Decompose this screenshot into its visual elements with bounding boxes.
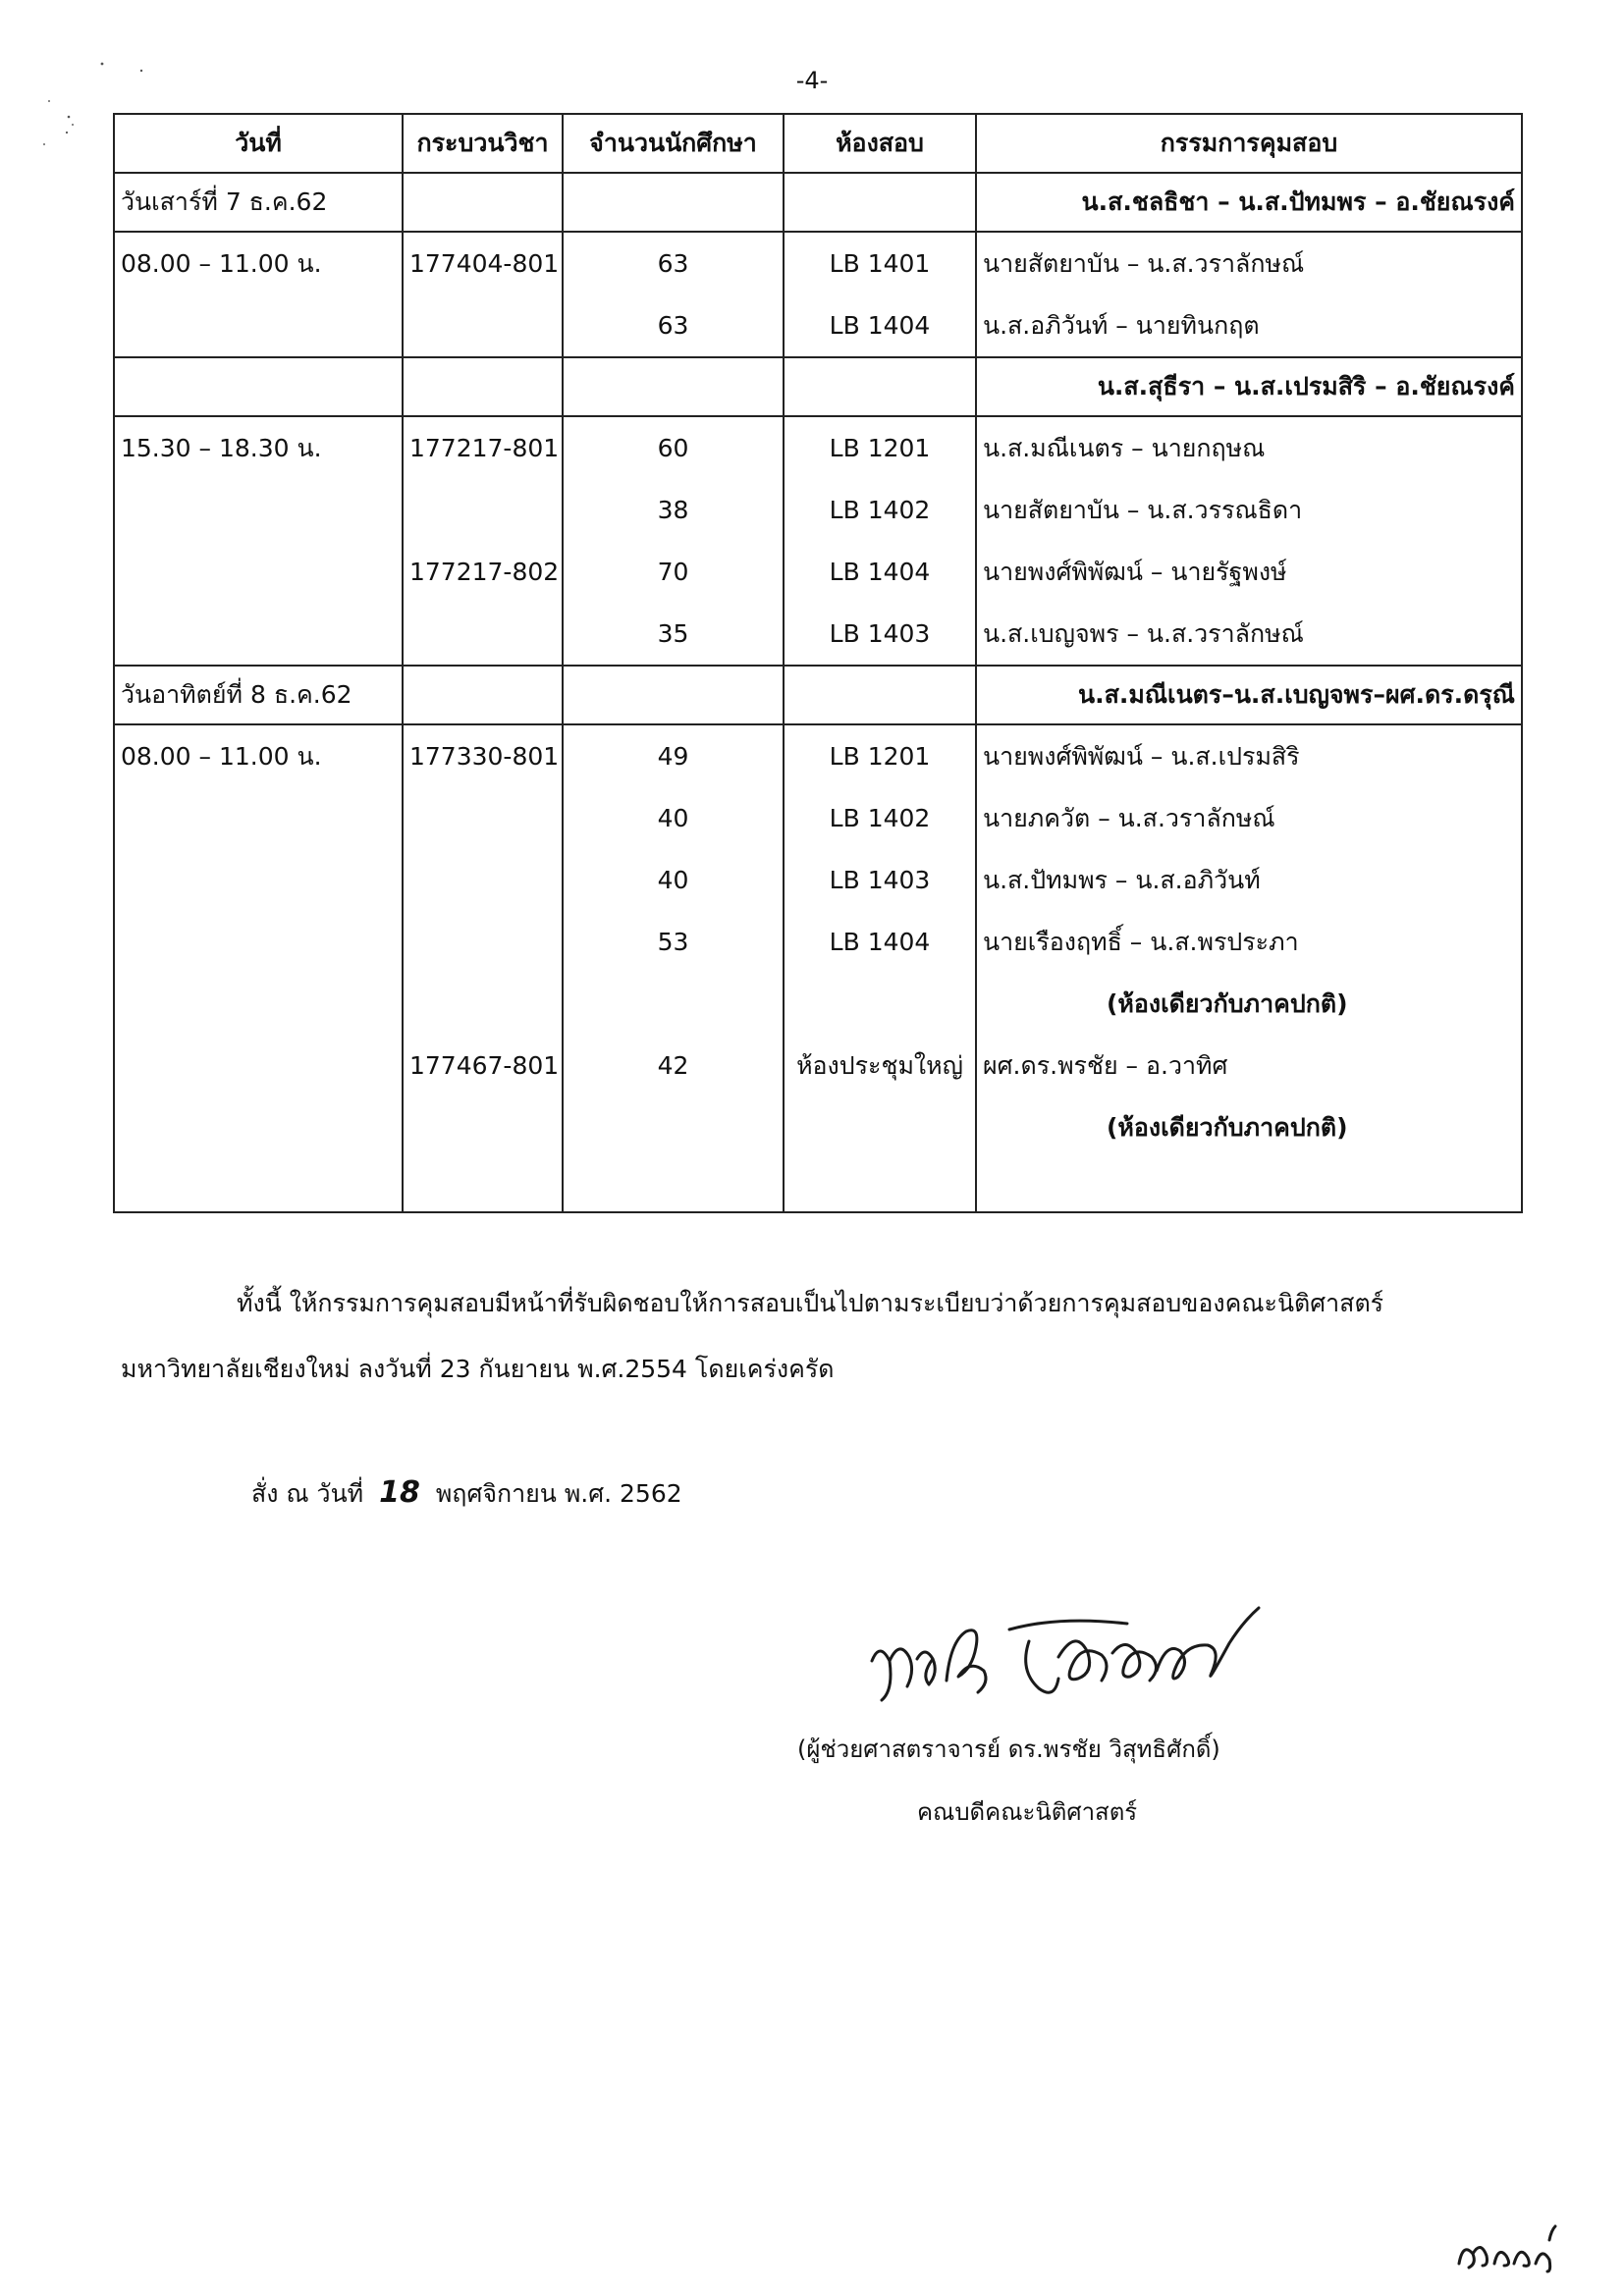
session-time: 08.00 – 11.00 น. — [114, 724, 403, 787]
session-time: 08.00 – 11.00 น. — [114, 232, 403, 294]
table-row — [114, 724, 1522, 787]
day-date: วันอาทิตย์ที่ 8 ธ.ค.62 — [114, 666, 403, 724]
day-header-row — [114, 666, 1522, 724]
course-code — [403, 479, 563, 541]
session-proctors: น.ส.สุธีรา – น.ส.เปรมสิริ – อ.ชัยณรงค์ — [976, 357, 1522, 416]
proctor-pair: นายสัตยาบัน – น.ส.วรรณธิดา — [976, 479, 1522, 541]
header-course: กระบวนวิชา — [403, 114, 563, 173]
header-date: วันที่ — [114, 114, 403, 173]
session-header-row — [114, 357, 1522, 416]
student-count: 70 — [563, 541, 784, 603]
proctor-pair: นายเรืองฤทธิ์ – น.ส.พรประภา — [976, 911, 1522, 973]
student-count: 60 — [563, 416, 784, 479]
room-note: (ห้องเดียวกับภาคปกติ) — [976, 973, 1522, 1035]
student-count: 40 — [563, 787, 784, 849]
course-code: 177217-802 — [403, 541, 563, 603]
table-row — [114, 1158, 1522, 1212]
exam-schedule-table — [113, 113, 1523, 1213]
course-code — [403, 787, 563, 849]
course-code: 177217-801 — [403, 416, 563, 479]
course-code — [403, 849, 563, 911]
order-date — [251, 1474, 682, 1514]
table-header-row — [114, 114, 1522, 173]
course-code: 177330-801 — [403, 724, 563, 787]
paragraph-line-2: มหาวิทยาลัยเชียงใหม่ ลงวันที่ 23 กันยายน พ.ศ.2554 โดยเคร่งครัด — [121, 1355, 835, 1383]
table-row — [114, 232, 1522, 294]
course-code: 177467-801 — [403, 1035, 563, 1096]
page-number: -4- — [795, 67, 829, 94]
signatory-name: (ผู้ช่วยศาสตราจารย์ ดร.พรชัย วิสุทธิศักดิ์) — [797, 1735, 1220, 1763]
session-time: 15.30 – 18.30 น. — [114, 416, 403, 479]
proctor-pair: น.ส.ปัทมพร – น.ส.อภิวันท์ — [976, 849, 1522, 911]
order-prefix: สั่ง ณ วันที่ — [251, 1479, 364, 1508]
day-header-row — [114, 173, 1522, 232]
proctor-pair: นายพงศ์พิพัฒน์ – น.ส.เปรมสิริ — [976, 724, 1522, 787]
course-code — [403, 294, 563, 357]
exam-room: LB 1404 — [784, 294, 976, 357]
exam-room: LB 1404 — [784, 911, 976, 973]
course-code: 177404-801 — [403, 232, 563, 294]
exam-room: LB 1404 — [784, 541, 976, 603]
day-date: วันเสาร์ที่ 7 ธ.ค.62 — [114, 173, 403, 232]
table-row — [114, 787, 1522, 849]
table-row — [114, 911, 1522, 973]
header-proctors: กรรมการคุมสอบ — [976, 114, 1522, 173]
exam-room: LB 1402 — [784, 787, 976, 849]
student-count: 35 — [563, 603, 784, 666]
table-row — [114, 416, 1522, 479]
exam-room: LB 1401 — [784, 232, 976, 294]
course-code — [403, 911, 563, 973]
table-row — [114, 603, 1522, 666]
table-row — [114, 294, 1522, 357]
student-count: 63 — [563, 232, 784, 294]
proctor-pair: นายภควัต – น.ส.วราลักษณ์ — [976, 787, 1522, 849]
header-room: ห้องสอบ — [784, 114, 976, 173]
proctor-pair: นายพงศ์พิพัฒน์ – นายรัฐพงษ์ — [976, 541, 1522, 603]
handwritten-signature — [862, 1602, 1294, 1710]
header-students: จำนวนนักศึกษา — [563, 114, 784, 173]
exam-room: ห้องประชุมใหญ่ — [784, 1035, 976, 1096]
student-count: 38 — [563, 479, 784, 541]
student-count: 63 — [563, 294, 784, 357]
student-count: 49 — [563, 724, 784, 787]
order-suffix: พฤศจิกายน พ.ศ. 2562 — [435, 1479, 682, 1508]
signatory-title: คณบดีคณะนิติศาสตร์ — [917, 1798, 1138, 1826]
proctor-pair: ผศ.ดร.พรชัย – อ.วาทิศ — [976, 1035, 1522, 1096]
session-proctors: น.ส.มณีเนตร–น.ส.เบญจพร–ผศ.ดร.ดรุณี — [976, 666, 1522, 724]
table-row — [114, 1096, 1522, 1158]
exam-room: LB 1201 — [784, 416, 976, 479]
student-count: 42 — [563, 1035, 784, 1096]
table-row — [114, 849, 1522, 911]
proctor-pair: น.ส.อภิวันท์ – นายทินกฤต — [976, 294, 1522, 357]
course-code — [403, 603, 563, 666]
table-row — [114, 541, 1522, 603]
table-row — [114, 479, 1522, 541]
handwritten-initials — [1453, 2220, 1561, 2275]
exam-room: LB 1201 — [784, 724, 976, 787]
exam-room: LB 1402 — [784, 479, 976, 541]
paragraph-line-1: ทั้งนี้ ให้กรรมการคุมสอบมีหน้าที่รับผิดชอบให้การสอบเป็นไปตามระเบียบว่าด้วยการคุมสอบของคณะนิติศาสตร์ — [237, 1289, 1384, 1317]
proctor-pair: น.ส.เบญจพร – น.ส.วราลักษณ์ — [976, 603, 1522, 666]
order-day: 18 — [379, 1475, 420, 1510]
proctor-pair: น.ส.มณีเนตร – นายกฤษณ — [976, 416, 1522, 479]
student-count: 53 — [563, 911, 784, 973]
proctor-pair: นายสัตยาบัน – น.ส.วราลักษณ์ — [976, 232, 1522, 294]
session-proctors: น.ส.ชลธิชา – น.ส.ปัทมพร – อ.ชัยณรงค์ — [976, 173, 1522, 232]
room-note: (ห้องเดียวกับภาคปกติ) — [976, 1096, 1522, 1158]
table-row — [114, 973, 1522, 1035]
exam-room: LB 1403 — [784, 603, 976, 666]
student-count: 40 — [563, 849, 784, 911]
exam-room: LB 1403 — [784, 849, 976, 911]
table-row — [114, 1035, 1522, 1096]
